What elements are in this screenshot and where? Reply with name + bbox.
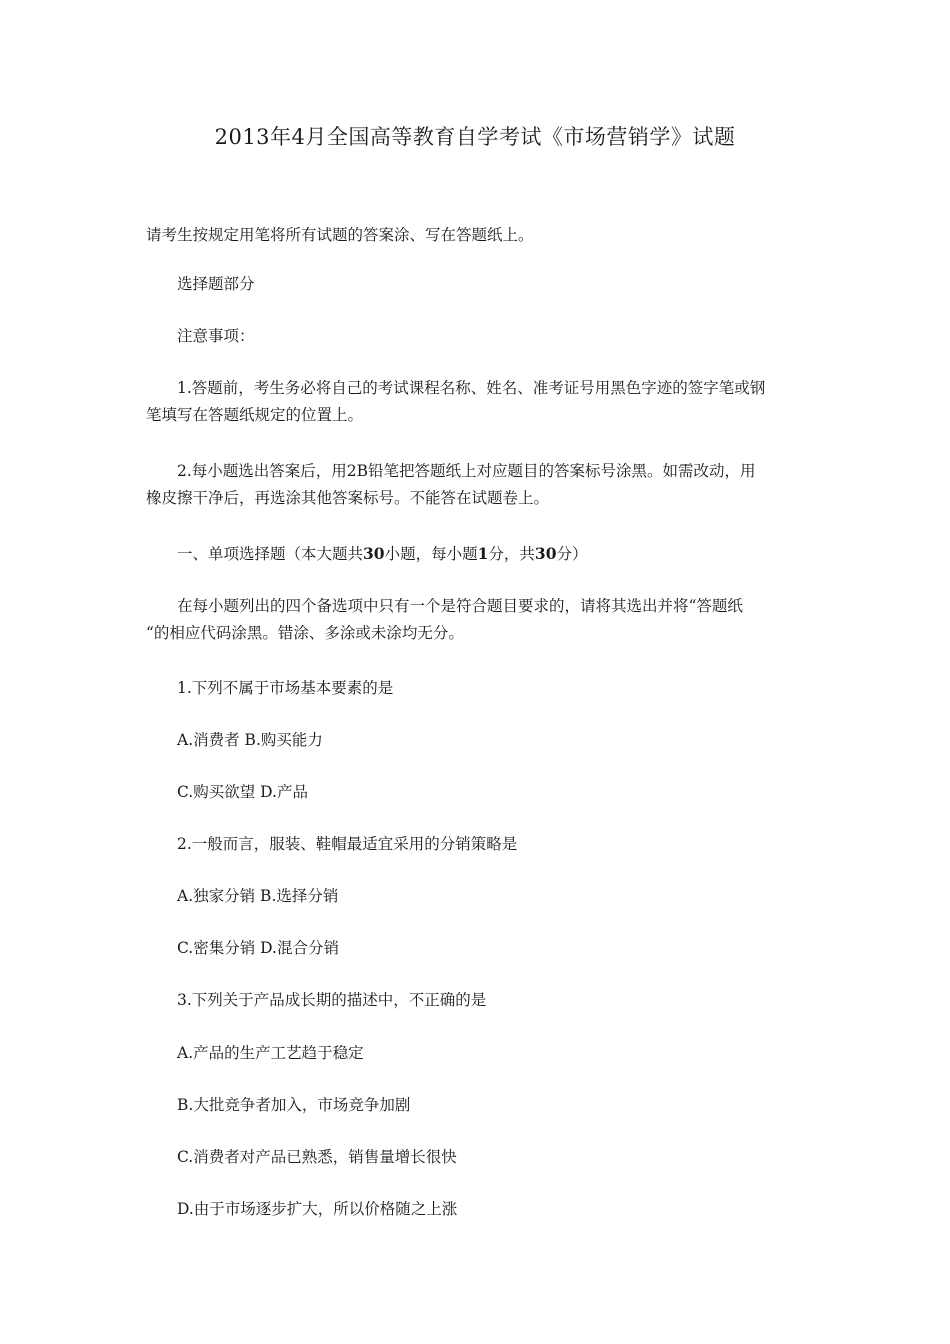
points-total: 30 — [534, 544, 557, 563]
question-3-option-d: D.由于市场逐步扩大，所以价格随之上涨 — [177, 1200, 458, 1218]
note-item-1-line-2: 笔填写在答题纸规定的位置上。 — [146, 406, 364, 424]
exam-instruction: 请考生按规定用笔将所有试题的答案涂、写在答题纸上。 — [146, 226, 534, 244]
notes-heading: 注意事项： — [177, 327, 255, 345]
question-1-options-ab: A.消费者 B.购买能力 — [177, 731, 323, 749]
part-instruction-line-1: 在每小题列出的四个备选项中只有一个是符合题目要求的，请将其选出并将“答题纸 — [177, 597, 743, 615]
question-count: 30 — [363, 544, 385, 563]
part-heading — [177, 540, 807, 568]
part-heading-mid2: 分，共 — [488, 545, 535, 563]
question-3-option-a: A.产品的生产工艺趋于稳定 — [177, 1044, 364, 1062]
section-heading: 选择题部分 — [177, 275, 255, 293]
part-instruction-line-2: “的相应代码涂黑。错涂、多涂或未涂均无分。 — [146, 624, 464, 642]
part-heading-suffix: 分） — [556, 545, 588, 563]
question-3-option-b: B.大批竞争者加入，市场竞争加剧 — [177, 1096, 411, 1114]
question-1-stem: 1.下列不属于市场基本要素的是 — [177, 679, 394, 697]
question-2-options-ab: A.独家分销 B.选择分销 — [177, 887, 339, 905]
note-item-2-line-2: 橡皮擦干净后，再选涂其他答案标号。不能答在试题卷上。 — [146, 489, 550, 507]
note-item-1-line-1: 1.答题前，考生务必将自己的考试课程名称、姓名、准考证号用黑色字迹的签字笔或钢 — [177, 379, 766, 397]
question-2-stem: 2.一般而言，服装、鞋帽最适宜采用的分销策略是 — [177, 835, 518, 853]
question-2-options-cd: C.密集分销 D.混合分销 — [177, 939, 339, 957]
page-title: 2013年4月全国高等教育自学考试《市场营销学》试题 — [214, 125, 736, 149]
note-item-2 — [146, 458, 806, 512]
part-heading-mid1: 小题，每小题 — [384, 545, 478, 563]
note-item-1 — [146, 375, 806, 429]
question-3-option-c: C.消费者对产品已熟悉，销售量增长很快 — [177, 1148, 457, 1166]
part-instruction — [146, 593, 806, 647]
note-item-2-line-1: 2.每小题选出答案后，用2B铅笔把答题纸上对应题目的答案标号涂黑。如需改动，用 — [177, 462, 756, 480]
question-1-options-cd: C.购买欲望 D.产品 — [177, 783, 308, 801]
question-3-stem: 3.下列关于产品成长期的描述中，不正确的是 — [177, 991, 487, 1009]
part-heading-prefix: 一、单项选择题（本大题共 — [177, 545, 364, 563]
points-each: 1 — [477, 544, 489, 563]
